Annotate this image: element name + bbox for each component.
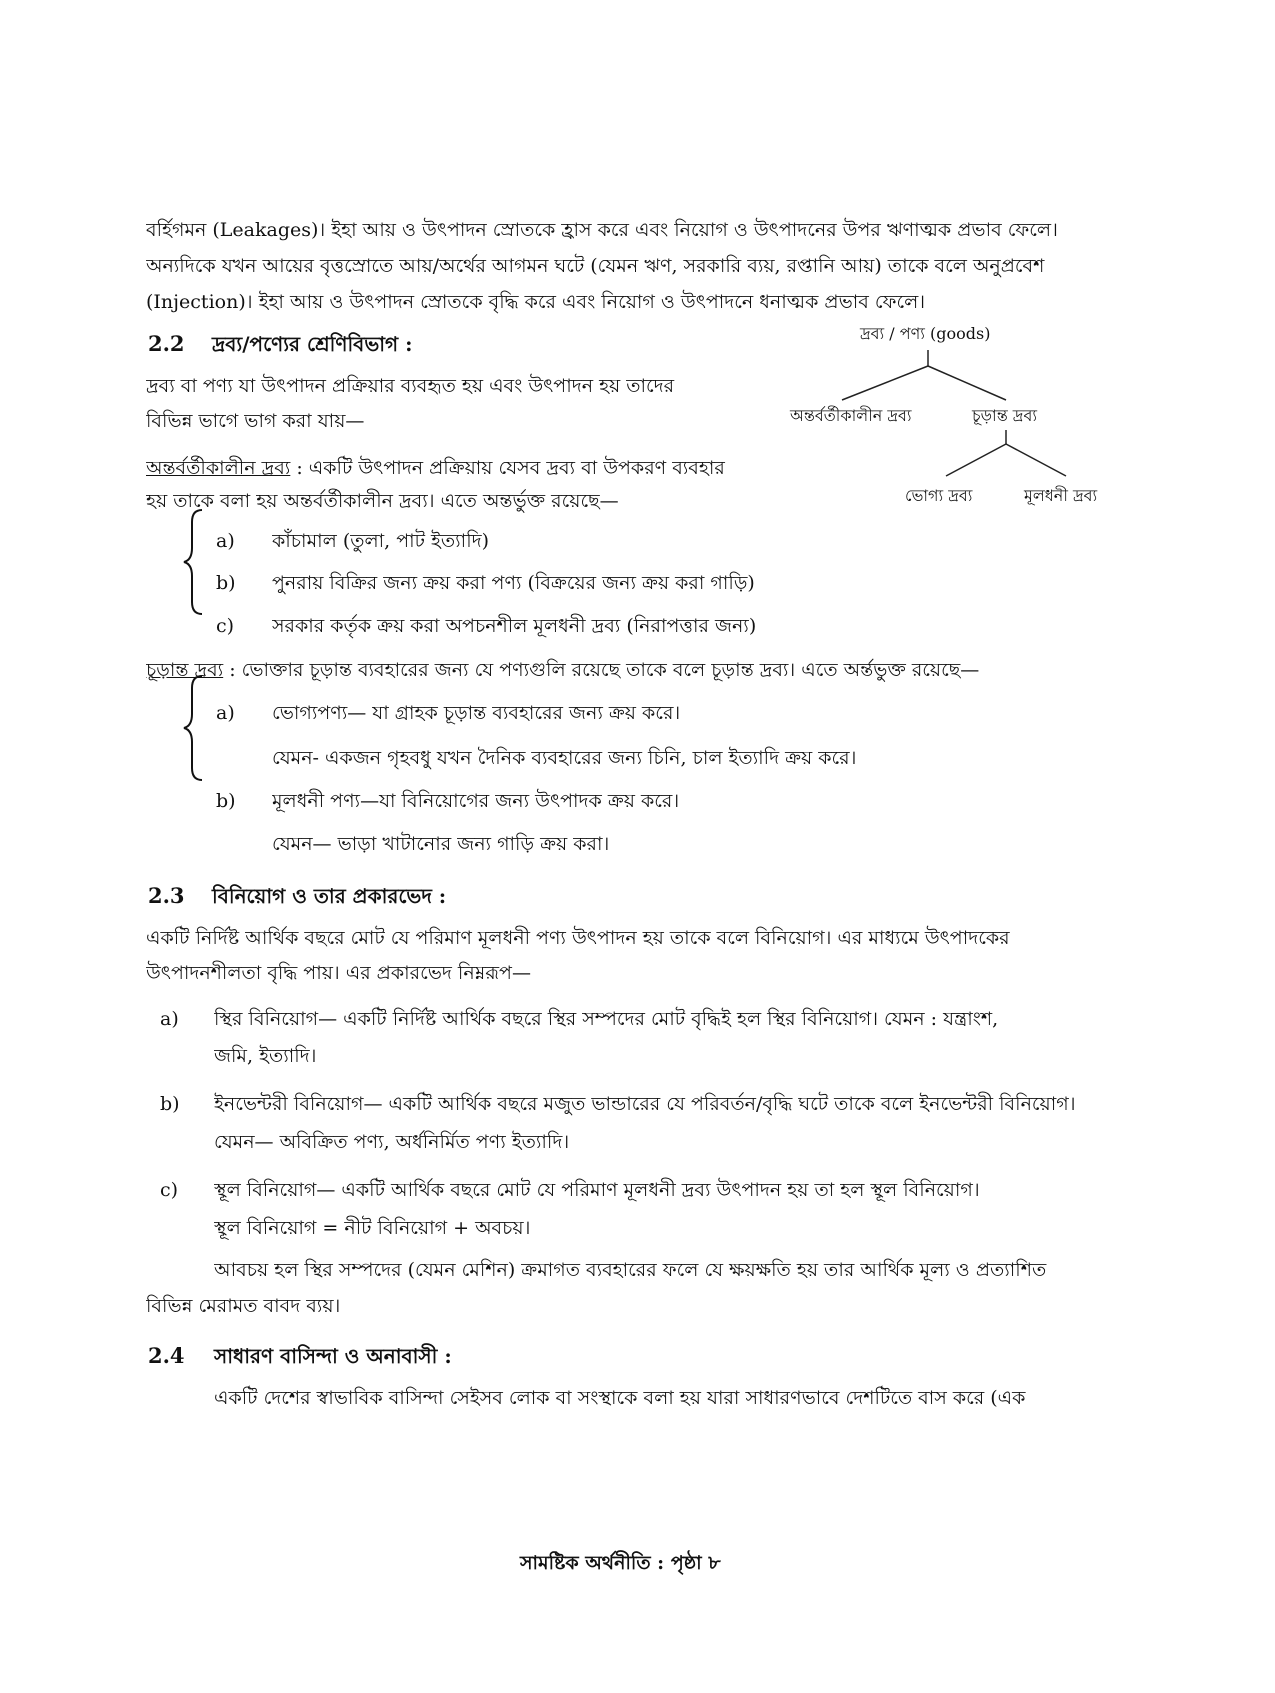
section-2-2-para-line-1: দ্রব্য বা পণ্য যা উৎপাদন প্রক্রিয়ার ব্যবহৃত হয় এবং উৎপাদন হয় তাদের	[146, 375, 675, 397]
final-item-b-text: মূলধনী পণ্য—যা বিনিয়োগের জন্য উৎপাদক ক্রয় করে।	[272, 790, 680, 812]
final-goods-def-text: : ভোক্তার চূড়ান্ত ব্যবহারের জন্য যে পণ্যগুলি রয়েছে তাকে বলে চূড়ান্ত দ্রব্য। এতে অর্ন্তভুক্ত রয়েছে—	[223, 659, 980, 681]
investment-item-c-marker: c)	[160, 1179, 179, 1201]
section-2-3-para-line-2: উৎপাদনশীলতা বৃদ্ধি পায়। এর প্রকারভেদ নিম্নরূপ—	[146, 962, 531, 984]
investment-item-c-line-1: স্থূল বিনিয়োগ— একটি আর্থিক বছরে মোট যে পরিমাণ মূলধনী দ্রব্য উৎপাদন হয় তা হল স্থূল বিনিয়োগ।	[214, 1179, 980, 1201]
page-footer: সামষ্টিক অর্থনীতি : পৃষ্ঠা ৮	[520, 1552, 721, 1574]
intermediate-item-a-text: কাঁচামাল (তুলা, পাট ইত্যাদি)	[272, 530, 490, 552]
intermediate-item-a-marker: a)	[216, 530, 235, 552]
intermediate-item-b-text: পুনরায় বিক্রির জন্য ক্রয় করা পণ্য (বিক্রয়ের জন্য ক্রয় করা গাড়ি)	[272, 572, 755, 594]
investment-item-b-line-1: ইনভেন্টরী বিনিয়োগ— একটি আর্থিক বছরে মজুত ভান্ডারের যে পরিবর্তন/বৃদ্ধি ঘটে তাকে বলে ইনভেন্টরী বিনিয়োগ।	[214, 1093, 1076, 1115]
investment-item-a-line-2: জমি, ইত্যাদি।	[214, 1045, 317, 1067]
section-2-4-para-line-1: একটি দেশের স্বাভাবিক বাসিন্দা সেইসব লোক বা সংস্থাকে বলা হয় যারা সাধারণভাবে দেশটিতে বাস করে (এক	[214, 1387, 1026, 1409]
tree-root-goods: দ্রব্য / পণ্য (goods)	[860, 324, 991, 343]
final-item-b-example: যেমন— ভাড়া খাটানোর জন্য গাড়ি ক্রয় করা।	[272, 833, 610, 855]
intermediate-items-brace	[182, 508, 212, 616]
final-goods-term: চূড়ান্ত দ্রব্য	[146, 659, 224, 681]
section-2-3-title: বিনিয়োগ ও তার প্রকারভেদ :	[212, 884, 447, 908]
investment-item-b-marker: b)	[160, 1093, 180, 1115]
tree-node-intermediate: অন্তর্বর্তীকালীন দ্রব্য	[790, 406, 912, 425]
investment-item-a-marker: a)	[160, 1008, 179, 1030]
tree-node-consumer: ভোগ্য দ্রব্য	[905, 486, 973, 505]
final-item-a-example: যেমন- একজন গৃহবধু যখন দৈনিক ব্যবহারের জন্য চিনি, চাল ইত্যাদি ক্রয় করে।	[272, 747, 857, 769]
section-2-3-number: 2.3	[148, 883, 185, 908]
intermediate-item-c-marker: c)	[216, 615, 235, 637]
intro-line-3: (Injection)। ইহা আয় ও উৎপাদন স্রোতকে বৃদ্ধি করে এবং নিয়োগ ও উৎপাদনে ধনাত্মক প্রভাব ফেলে।	[146, 291, 926, 313]
section-2-4-title: সাধারণ বাসিন্দা ও অনাবাসী :	[214, 1344, 452, 1368]
intermediate-goods-term: অন্তর্বর্তীকালীন দ্রব্য	[146, 457, 291, 479]
investment-item-c-formula: স্থূল বিনিয়োগ = নীট বিনিয়োগ + অবচয়।	[214, 1217, 531, 1239]
tree-node-final: চূড়ান্ত দ্রব্য	[972, 406, 1037, 425]
intro-line-2: অন্যদিকে যখন আয়ের বৃত্তস্রোতে আয়/অর্থের আগমন ঘটে (যেমন ঋণ, সরকারি ব্যয়, রপ্তানি আয়) তাকে বলে অনুপ্রবেশ	[146, 255, 1045, 277]
final-item-a-marker: a)	[216, 702, 235, 724]
intermediate-goods-definition	[146, 452, 766, 484]
final-goods-definition	[146, 654, 1130, 686]
final-item-b-marker: b)	[216, 790, 236, 812]
section-2-3-para-line-1: একটি নির্দিষ্ট আর্থিক বছরে মোট যে পরিমাণ মূলধনী পণ্য উৎপাদন হয় তাকে বলে বিনিয়োগ। এর মাধ্যমে উৎপাদকের	[146, 927, 1010, 949]
intermediate-item-b-marker: b)	[216, 572, 236, 594]
intermediate-item-c-text: সরকার কর্তৃক ক্রয় করা অপচনশীল মূলধনী দ্রব্য (নিরাপত্তার জন্য)	[272, 615, 757, 637]
final-item-a-text: ভোগ্যপণ্য— যা গ্রাহক চূড়ান্ত ব্যবহারের জন্য ক্রয় করে।	[272, 702, 681, 724]
section-2-2-para-line-2: বিভিন্ন ভাগে ভাগ করা যায়—	[146, 410, 365, 432]
investment-item-b-line-2: যেমন— অবিক্রিত পণ্য, অর্ধনির্মিত পণ্য ইত্যাদি।	[214, 1131, 570, 1153]
tree-node-capital: মূলধনী দ্রব্য	[1024, 486, 1098, 505]
section-2-4-number: 2.4	[148, 1343, 185, 1368]
section-2-2-number: 2.2	[148, 331, 185, 356]
investment-item-a-line-1: স্থির বিনিয়োগ— একটি নির্দিষ্ট আর্থিক বছরে স্থির সম্পদের মোট বৃদ্ধিই হল স্থির বিনিয়োগ। যেমন : যন্ত্রাংশ,	[214, 1008, 999, 1030]
section-2-2-title: দ্রব্য/পণ্যের শ্রেণিবিভাগ :	[212, 332, 413, 356]
depreciation-note-line-1: আবচয় হল স্থির সম্পদের (যেমন মেশিন) ক্রমাগত ব্যবহারের ফলে যে ক্ষয়ক্ষতি হয় তার আর্থিক মূল্য ও প্রত্যাশিত	[214, 1259, 1047, 1281]
final-items-brace	[182, 674, 212, 782]
intro-line-1: বর্হিগমন (Leakages)। ইহা আয় ও উৎপাদন স্রোতকে হ্রাস করে এবং নিয়োগ ও উৎপাদনের উপর ঋণাত্মক প্রভাব ফেলে।	[146, 219, 1058, 241]
intermediate-goods-def-line-2: হয় তাকে বলা হয় অন্তর্বর্তীকালীন দ্রব্য। এতে অন্তর্ভুক্ত রয়েছে—	[146, 490, 619, 512]
intermediate-goods-def-text: : একটি উৎপাদন প্রক্রিয়ায় যেসব দ্রব্য বা উপকরণ ব্যবহার	[290, 457, 725, 479]
depreciation-note-line-2: বিভিন্ন মেরামত বাবদ ব্যয়।	[146, 1295, 341, 1317]
